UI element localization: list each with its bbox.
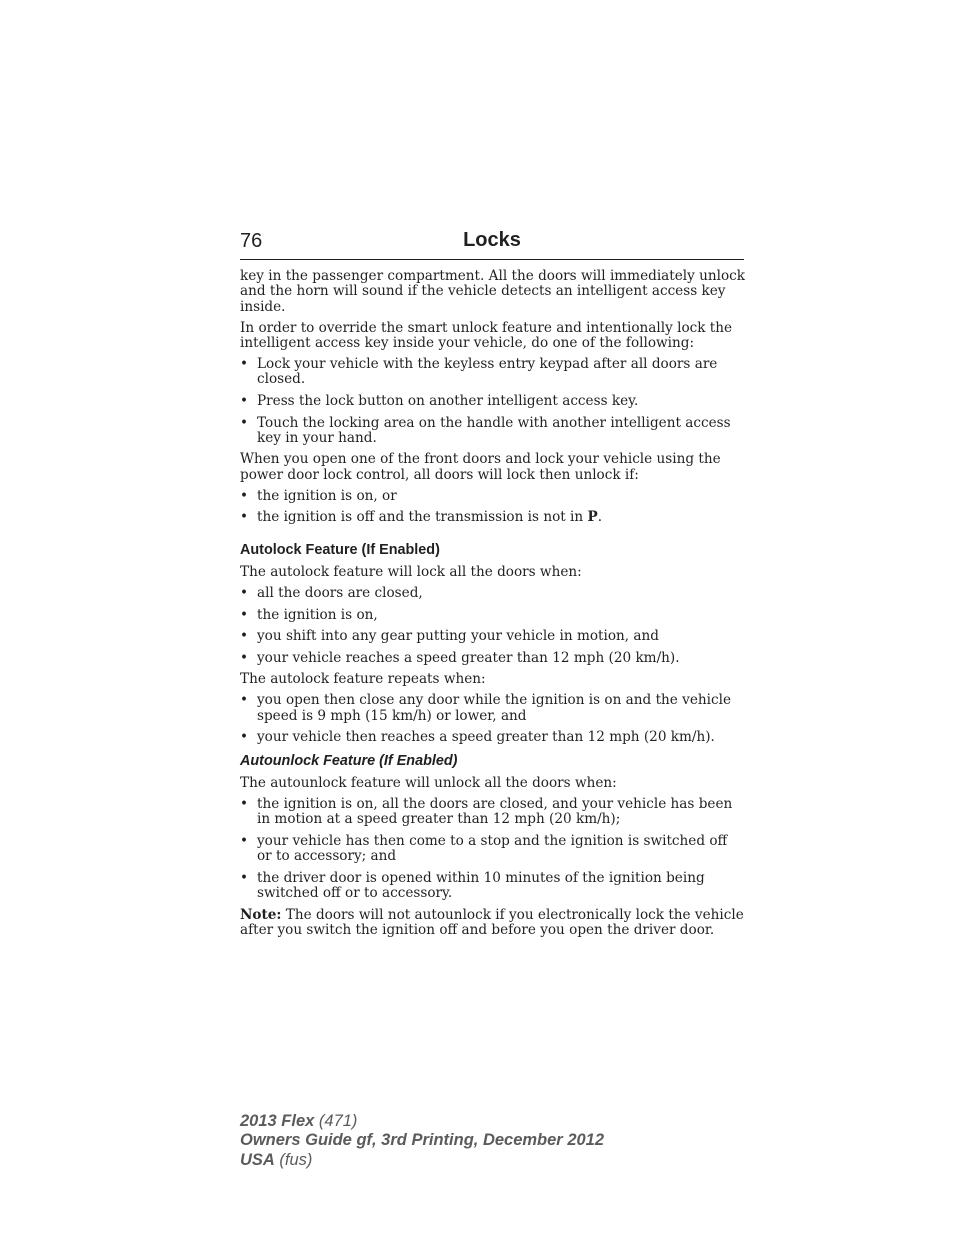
note-text: The doors will not autounlock if you electronically lock the vehicle after you switch the ignition off and before you open the driver door.: [240, 906, 744, 938]
footer-line: [240, 1112, 604, 1131]
bullet-list: [240, 489, 746, 526]
gear-position: P: [587, 509, 598, 526]
list-item: [240, 871, 746, 902]
bullet-icon: •: [240, 729, 249, 746]
list-item: [240, 357, 746, 388]
list-item: [240, 394, 746, 409]
bullet-list: [240, 797, 746, 902]
list-item: [240, 797, 746, 828]
list-item: [240, 693, 746, 724]
bullet-icon: •: [240, 414, 249, 431]
note-label: Note:: [240, 906, 282, 923]
list-item-text: your vehicle reaches a speed greater than 12 mph (20 km/h).: [257, 650, 680, 667]
footer-market: USA: [240, 1150, 275, 1169]
list-item-text: .: [597, 509, 603, 526]
bullet-icon: •: [240, 650, 249, 667]
bullet-icon: •: [240, 692, 249, 709]
paragraph: key in the passenger compartment. All the doors will immediately unlock and the horn will sound if the vehicle detects an intelligent access key inside.: [240, 268, 746, 315]
paragraph: In order to override the smart unlock feature and intentionally lock the intelligent access key inside your vehicle, do one of the following:: [240, 319, 733, 351]
paragraph: The autounlock feature will unlock all the doors when:: [240, 774, 617, 791]
paragraph: When you open one of the front doors and lock your vehicle using the power door lock control, all doors will lock then unlock if:: [240, 451, 721, 483]
paragraph: The autolock feature repeats when:: [240, 671, 486, 688]
bullet-icon: •: [240, 832, 249, 849]
list-item-text: the ignition is on, all the doors are closed, and your vehicle has been in motion at a speed greater than 12 mph (20 km/h);: [257, 795, 733, 828]
list-item: [240, 730, 746, 745]
page-content: [240, 269, 746, 944]
paragraph: The autolock feature will lock all the doors when:: [240, 563, 582, 580]
bullet-icon: •: [240, 869, 249, 886]
footer-model-code: (471): [314, 1112, 358, 1130]
list-item-text: you shift into any gear putting your vehicle in motion, and: [257, 628, 659, 645]
list-item: [240, 834, 746, 865]
list-item-text: your vehicle then reaches a speed greater than 12 mph (20 km/h).: [257, 729, 715, 746]
note-paragraph: [240, 908, 746, 939]
bullet-icon: •: [240, 606, 249, 623]
bullet-icon: •: [240, 795, 249, 812]
list-item: [240, 416, 746, 447]
list-item-text: Lock your vehicle with the keyless entry keypad after all doors are closed.: [257, 355, 718, 388]
list-item-text: the ignition is on,: [257, 606, 378, 623]
list-item-text: Touch the locking area on the handle with another intelligent access key in your hand.: [257, 414, 731, 447]
bullet-list: [240, 693, 746, 745]
page-header: [240, 229, 744, 260]
page-footer: [240, 1112, 604, 1170]
list-item-text: the ignition is off and the transmission is not in: [257, 509, 588, 526]
list-item-text: the driver door is opened within 10 minutes of the ignition being switched off or to accessory.: [257, 869, 705, 902]
footer-line: Owners Guide gf, 3rd Printing, December 2012: [240, 1131, 605, 1150]
section-heading-autounlock: Autounlock Feature (If Enabled): [240, 752, 458, 769]
chapter-title: Locks: [463, 229, 521, 251]
list-item: [240, 608, 746, 623]
bullet-icon: •: [240, 628, 249, 645]
list-item: [240, 489, 746, 504]
bullet-icon: •: [240, 584, 249, 601]
bullet-icon: •: [240, 355, 249, 372]
page-number: 76: [240, 230, 263, 252]
section-heading-autolock: Autolock Feature (If Enabled): [240, 541, 440, 558]
footer-model: 2013 Flex: [240, 1112, 315, 1130]
list-item-text: all the doors are closed,: [257, 584, 423, 601]
list-item: [240, 629, 746, 644]
footer-line: [240, 1151, 604, 1170]
list-item-text: the ignition is on, or: [257, 487, 397, 504]
list-item-text: your vehicle has then come to a stop and the ignition is switched off or to accessory; and: [257, 832, 728, 865]
bullet-list: [240, 357, 746, 446]
bullet-icon: •: [240, 392, 249, 409]
list-item: [240, 651, 746, 666]
bullet-list: [240, 586, 746, 667]
bullet-icon: •: [240, 487, 249, 504]
list-item: [240, 586, 746, 601]
bullet-icon: •: [240, 509, 249, 526]
footer-market-code: (fus): [274, 1150, 313, 1169]
list-item-text: you open then close any door while the ignition is on and the vehicle speed is 9 mph (15 km/h) or lower, and: [257, 692, 731, 724]
list-item-text: Press the lock button on another intelligent access key.: [257, 392, 639, 409]
list-item: [240, 510, 746, 525]
